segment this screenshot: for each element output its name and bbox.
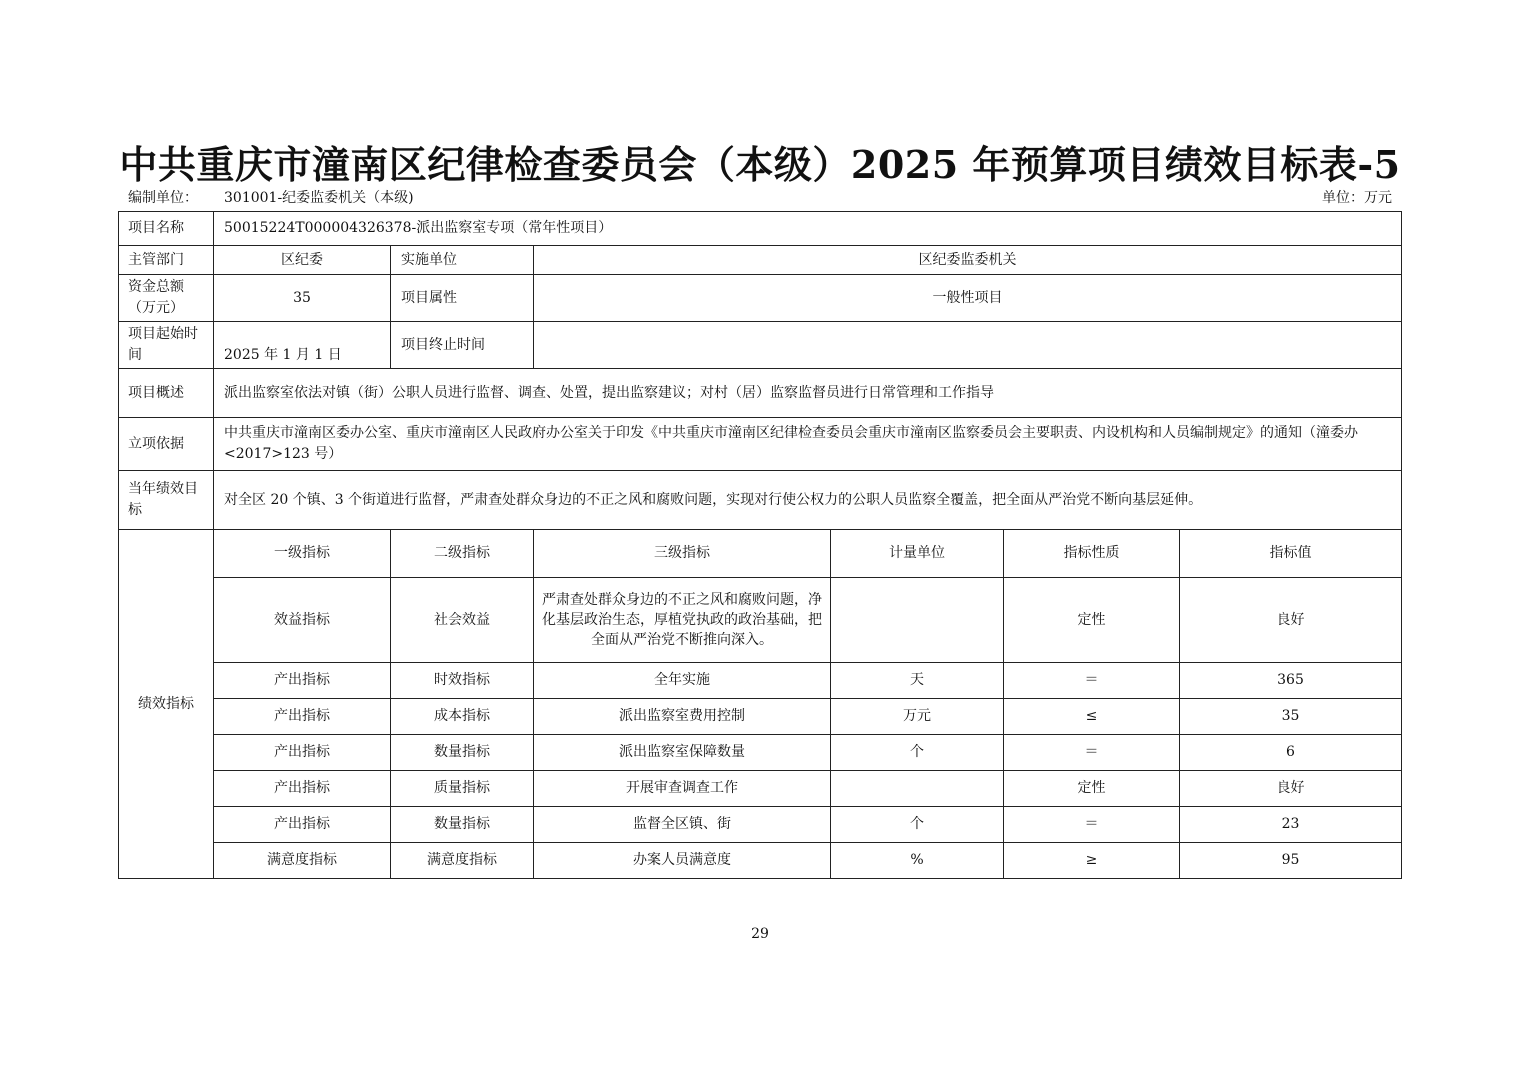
value-cell: 23	[1180, 807, 1402, 843]
start-time-label: 项目起始时间	[119, 322, 214, 369]
department-value: 区纪委	[214, 246, 391, 275]
compiling-unit	[128, 187, 414, 207]
basis-label: 立项依据	[119, 418, 214, 471]
table-row	[119, 699, 1402, 735]
table-row	[119, 807, 1402, 843]
row-department	[119, 246, 1402, 275]
value-cell: 95	[1180, 843, 1402, 879]
annual-goal-value: 对全区 20 个镇、3 个街道进行监督，严肃查处群众身边的不正之风和腐败问题，实现对行使公权力的公职人员监察全覆盖，把全面从严治党不断向基层延伸。	[214, 471, 1402, 530]
unit-cell: 个	[831, 735, 1004, 771]
header-unit: 计量单位	[831, 530, 1004, 578]
unit-cell	[831, 578, 1004, 663]
value-cell: 35	[1180, 699, 1402, 735]
level3-cell: 全年实施	[534, 663, 831, 699]
level2-cell: 成本指标	[391, 699, 534, 735]
value-cell: 365	[1180, 663, 1402, 699]
project-attribute-value: 一般性项目	[534, 275, 1402, 322]
nature-cell: ＝	[1004, 663, 1180, 699]
project-name-label: 项目名称	[119, 212, 214, 246]
nature-cell: ＝	[1004, 735, 1180, 771]
row-overview	[119, 369, 1402, 418]
level2-cell: 数量指标	[391, 735, 534, 771]
table-row	[119, 578, 1402, 663]
currency-unit: 单位：万元	[1322, 190, 1392, 206]
header-nature: 指标性质	[1004, 530, 1180, 578]
document-title: 中共重庆市潼南区纪律检查委员会（本级）2025 年预算项目绩效目标表-5	[119, 142, 1401, 187]
level3-cell: 派出监察室费用控制	[534, 699, 831, 735]
basis-value: 中共重庆市潼南区委办公室、重庆市潼南区人民政府办公室关于印发《中共重庆市潼南区纪律检查委员会重庆市潼南区监察委员会主要职责、内设机构和人员编制规定》的通知（潼委办<2017>123 号）	[214, 418, 1402, 471]
implementing-unit-label: 实施单位	[391, 246, 534, 275]
row-project-name	[119, 212, 1402, 246]
level2-cell: 时效指标	[391, 663, 534, 699]
level2-cell: 社会效益	[391, 578, 534, 663]
value-cell: 6	[1180, 735, 1402, 771]
level1-cell: 产出指标	[214, 771, 391, 807]
end-time-value	[534, 322, 1402, 369]
overview-value: 派出监察室依法对镇（街）公职人员进行监督、调查、处置，提出监察建议；对村（居）监察监督员进行日常管理和工作指导	[214, 369, 1402, 418]
department-label: 主管部门	[119, 246, 214, 275]
project-attribute-label: 项目属性	[391, 275, 534, 322]
level1-cell: 产出指标	[214, 699, 391, 735]
nature-cell: ≥	[1004, 843, 1180, 879]
level3-cell: 监督全区镇、街	[534, 807, 831, 843]
fund-total-value: 35	[214, 275, 391, 322]
unit-cell: 万元	[831, 699, 1004, 735]
header-value: 指标值	[1180, 530, 1402, 578]
level3-cell: 办案人员满意度	[534, 843, 831, 879]
nature-cell: ≤	[1004, 699, 1180, 735]
fund-total-label: 资金总额（万元）	[119, 275, 214, 322]
unit-cell: %	[831, 843, 1004, 879]
row-annual-goal	[119, 471, 1402, 530]
level1-cell: 产出指标	[214, 807, 391, 843]
table-row	[119, 843, 1402, 879]
unit-cell	[831, 771, 1004, 807]
indicator-header-row	[119, 530, 1402, 578]
header-level3: 三级指标	[534, 530, 831, 578]
level3-cell: 派出监察室保障数量	[534, 735, 831, 771]
performance-table	[118, 211, 1402, 879]
end-time-label: 项目终止时间	[391, 322, 534, 369]
table-row	[119, 771, 1402, 807]
value-cell: 良好	[1180, 578, 1402, 663]
start-time-value: 2025 年 1 月 1 日	[214, 322, 391, 369]
nature-cell: 定性	[1004, 771, 1180, 807]
header-level2: 二级指标	[391, 530, 534, 578]
overview-label: 项目概述	[119, 369, 214, 418]
level2-cell: 质量指标	[391, 771, 534, 807]
level1-cell: 效益指标	[214, 578, 391, 663]
table-row	[119, 735, 1402, 771]
value-cell: 良好	[1180, 771, 1402, 807]
row-fund	[119, 275, 1402, 322]
project-name-value: 50015224T000004326378-派出监察室专项（常年性项目）	[214, 212, 1402, 246]
annual-goal-label: 当年绩效目标	[119, 471, 214, 530]
level1-cell: 满意度指标	[214, 843, 391, 879]
table-row	[119, 663, 1402, 699]
level1-cell: 产出指标	[214, 663, 391, 699]
nature-cell: ＝	[1004, 807, 1180, 843]
implementing-unit-value: 区纪委监委机关	[534, 246, 1402, 275]
row-basis	[119, 418, 1402, 471]
unit-cell: 个	[831, 807, 1004, 843]
level3-cell: 严肃查处群众身边的不正之风和腐败问题，净化基层政治生态，厚植党执政的政治基础，把全面从严治党不断推向深入。	[534, 578, 831, 663]
nature-cell: 定性	[1004, 578, 1180, 663]
level2-cell: 数量指标	[391, 807, 534, 843]
row-dates	[119, 322, 1402, 369]
unit-cell: 天	[831, 663, 1004, 699]
page-number: 29	[751, 926, 769, 942]
indicator-section-label: 绩效指标	[119, 530, 214, 879]
level2-cell: 满意度指标	[391, 843, 534, 879]
header-level1: 一级指标	[214, 530, 391, 578]
level3-cell: 开展审查调查工作	[534, 771, 831, 807]
compiling-unit-label: 编制单位：	[128, 190, 198, 206]
level1-cell: 产出指标	[214, 735, 391, 771]
compiling-unit-value: 301001-纪委监委机关（本级)	[224, 190, 414, 206]
